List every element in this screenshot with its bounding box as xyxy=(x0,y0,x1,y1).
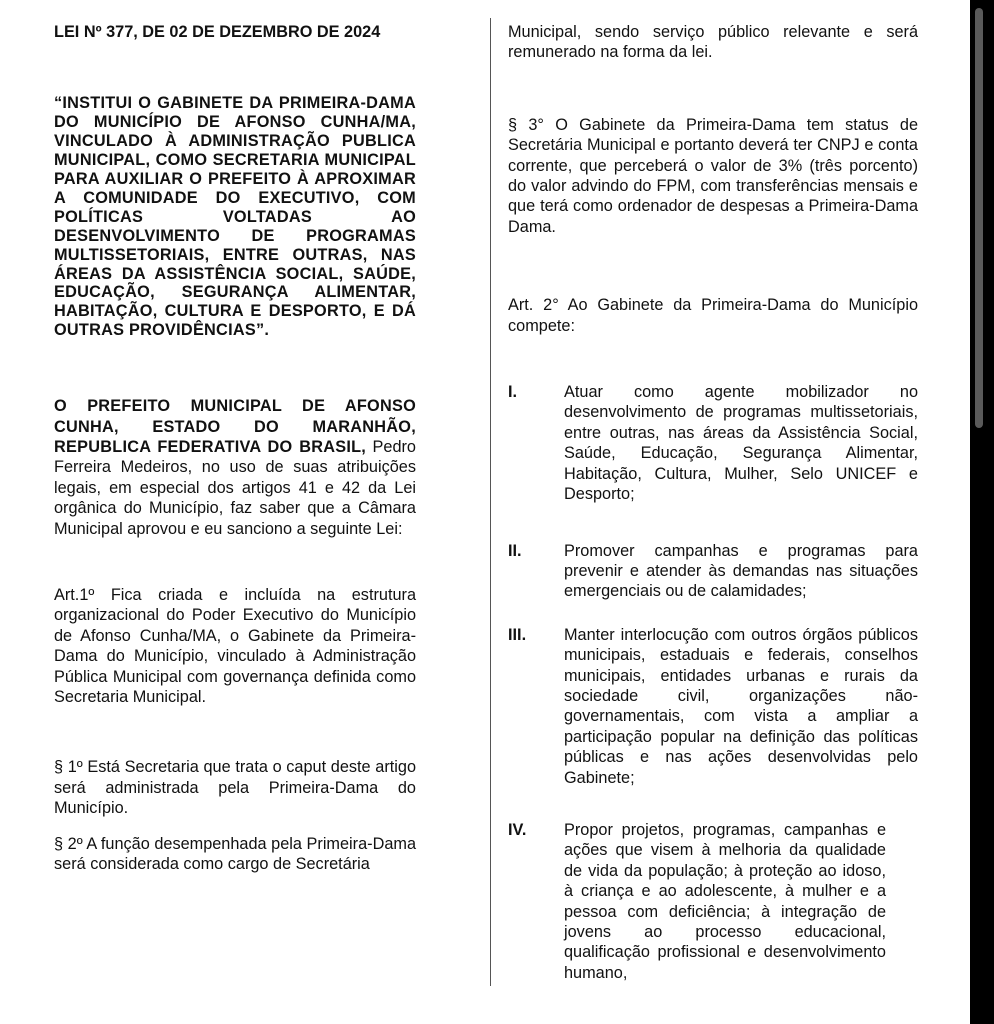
par1: § 1º Está Secretaria que trata o caput deste artigo será administrada pela Primeira-Dama do Município. xyxy=(54,758,416,818)
list-item xyxy=(508,820,918,983)
right-column xyxy=(508,22,918,983)
art2: Art. 2° Ao Gabinete da Primeira-Dama do Município compete: xyxy=(508,296,918,335)
par2: § 2º A função desempenhada pela Primeira-Dama será considerada como cargo de Secretária xyxy=(54,834,416,874)
preamble xyxy=(54,396,416,539)
par2-continued: Municipal, sendo serviço público relevante e será remunerado na forma da lei. xyxy=(508,23,918,62)
item-text: Manter interlocução com outros órgãos públicos municipais, estaduais e federais, conselhos municipais, entidades urbanas e rurais da sociedade civil, organizações não-governamentais, com vista a ampliar a participação popular na definição das políticas públicas e nas ações desenvolvidas pelo Gabinete; xyxy=(564,625,918,787)
item-number: I. xyxy=(508,383,518,402)
column-divider xyxy=(490,18,491,986)
list-item xyxy=(508,382,918,504)
item-number: II. xyxy=(508,541,522,560)
preamble-text: Pedro Ferreira Medeiros, no uso de suas atribuições legais, em especial dos artigos 41 e 42 da Lei orgânica do Município, faz saber que a Câmara Municipal aprovou e eu sanciono a seguinte Lei: xyxy=(54,438,416,538)
item-number: IV. xyxy=(508,820,527,839)
item-text: Propor projetos, programas, campanhas e ações que visem à melhoria da qualidade de vida da população; à proteção ao idoso, à criança e ao adolescente, à mulher e a pessoa com deficiência; à integração de jovens ao processo educacional, qualificação profissional e desenvolvimento humano, xyxy=(564,820,886,982)
list-item xyxy=(508,625,918,788)
left-column xyxy=(54,22,416,875)
item-text: Atuar como agente mobilizador no desenvolvimento de programas multissetoriais, entre outras, nas áreas da Assistência Social, Saúde, Educação, Segurança Alimentar, Habitação, Cultura, Mulher, Selo UNICEF e Desporto; xyxy=(564,383,918,504)
art1: Art.1º Fica criada e incluída na estrutura organizacional do Poder Executivo do Município de Afonso Cunha/MA, o Gabinete da Primeira-Dama do Município, vinculado à Administração Pública Municipal com governança definida como Secretaria Municipal. xyxy=(54,586,416,707)
par3: § 3° O Gabinete da Primeira-Dama tem status de Secretária Municipal e portanto deverá ter CNPJ e conta corrente, que perceberá o valor de 3% (três porcento) do valor advindo do FPM, com transferências mensais e que terá como ordenador de despesas a Primeira-Dama Dama. xyxy=(508,115,918,236)
scrollbar-thumb[interactable] xyxy=(975,8,983,428)
law-title: LEI Nº 377, DE 02 DE DEZEMBRO DE 2024 xyxy=(54,23,381,41)
preamble-bold: O PREFEITO MUNICIPAL DE AFONSO CUNHA, ESTADO DO MARANHÃO, REPUBLICA FEDERATIVA DO BRASIL, xyxy=(54,397,416,456)
item-number: III. xyxy=(508,625,527,644)
ementa: “INSTITUI O GABINETE DA PRIMEIRA-DAMA DO MUNICÍPIO DE AFONSO CUNHA/MA, VINCULADO À ADMINISTRAÇÃO PUBLICA MUNICIPAL, COMO SECRETARIA MUNICIPAL PARA AUXILIAR O PREFEITO À APROXIMAR A COMUNIDADE DO EXECUTIVO, COM POLÍTICAS VOLTADAS AO DESENVOLVIMENTO DE PROGRAMAS MULTISSETORIAIS, ENTRE OUTRAS, NAS ÁREAS DA ASSISTÊNCIA SOCIAL, SAÚDE, EDUCAÇÃO, SEGURANÇA ALIMENTAR, HABITAÇÃO, CULTURA E DESPORTO, E DÁ OUTRAS PROVIDÊNCIAS”. xyxy=(54,94,416,340)
list-item xyxy=(508,541,918,602)
item-text: Promover campanhas e programas para prevenir e atender às demandas nas situações emergenciais ou de calamidades; xyxy=(564,541,918,601)
